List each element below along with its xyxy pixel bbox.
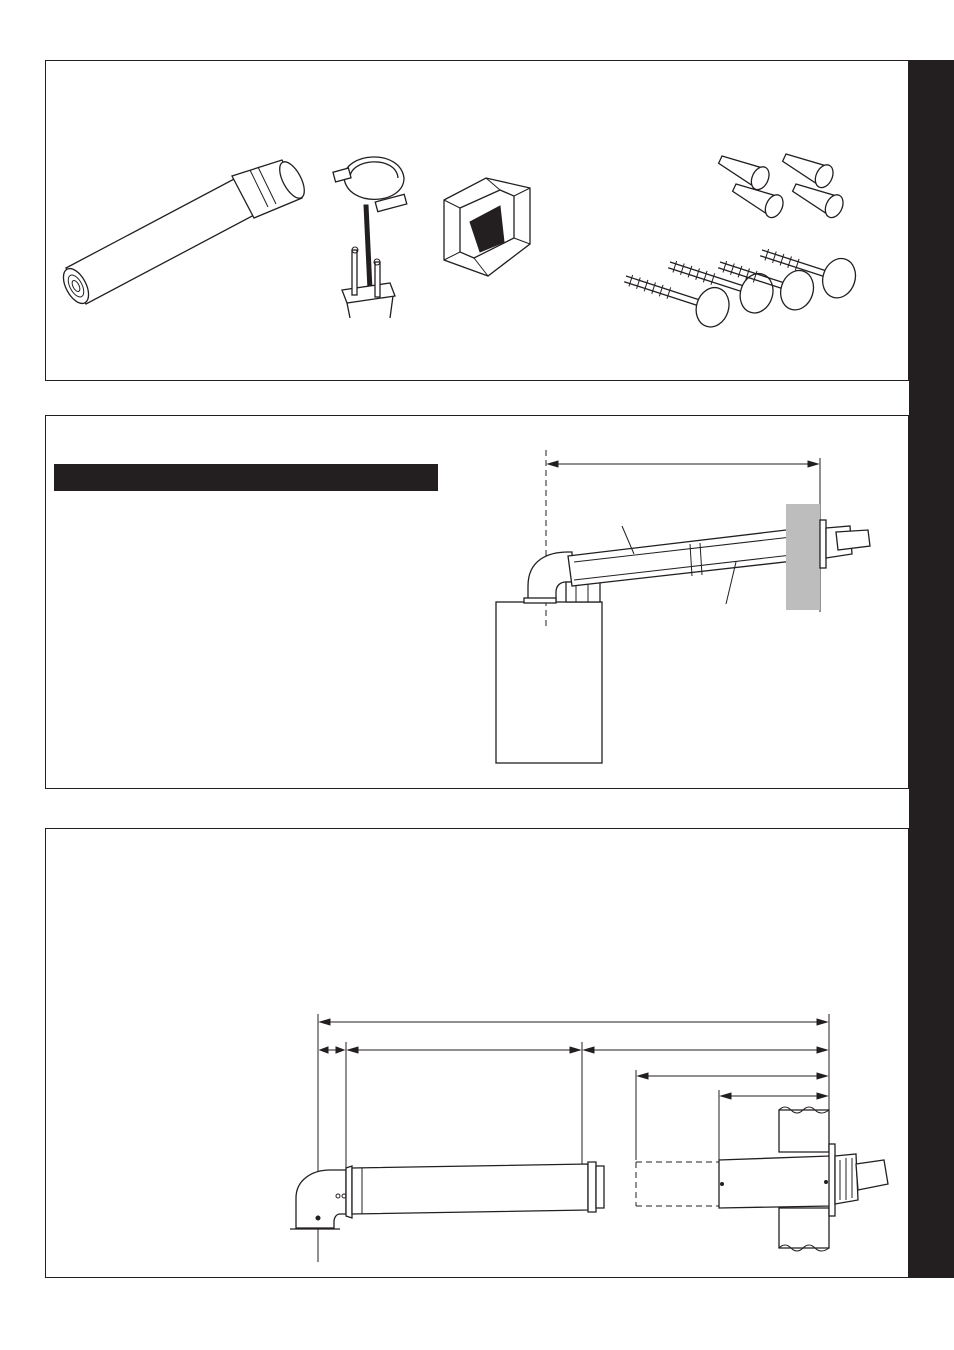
pipe-bracket-illustration — [333, 157, 407, 318]
boiler-outline — [496, 602, 602, 763]
extension-pipe-illustration — [58, 158, 309, 307]
screws-illustration — [619, 234, 861, 331]
wall-plugs-illustration — [715, 147, 846, 221]
horizontal-flue-illustration — [496, 450, 870, 763]
wall-section — [786, 504, 820, 610]
wall-sealing-plate-illustration — [444, 178, 530, 276]
flue-dimensions-illustration — [290, 1014, 888, 1262]
